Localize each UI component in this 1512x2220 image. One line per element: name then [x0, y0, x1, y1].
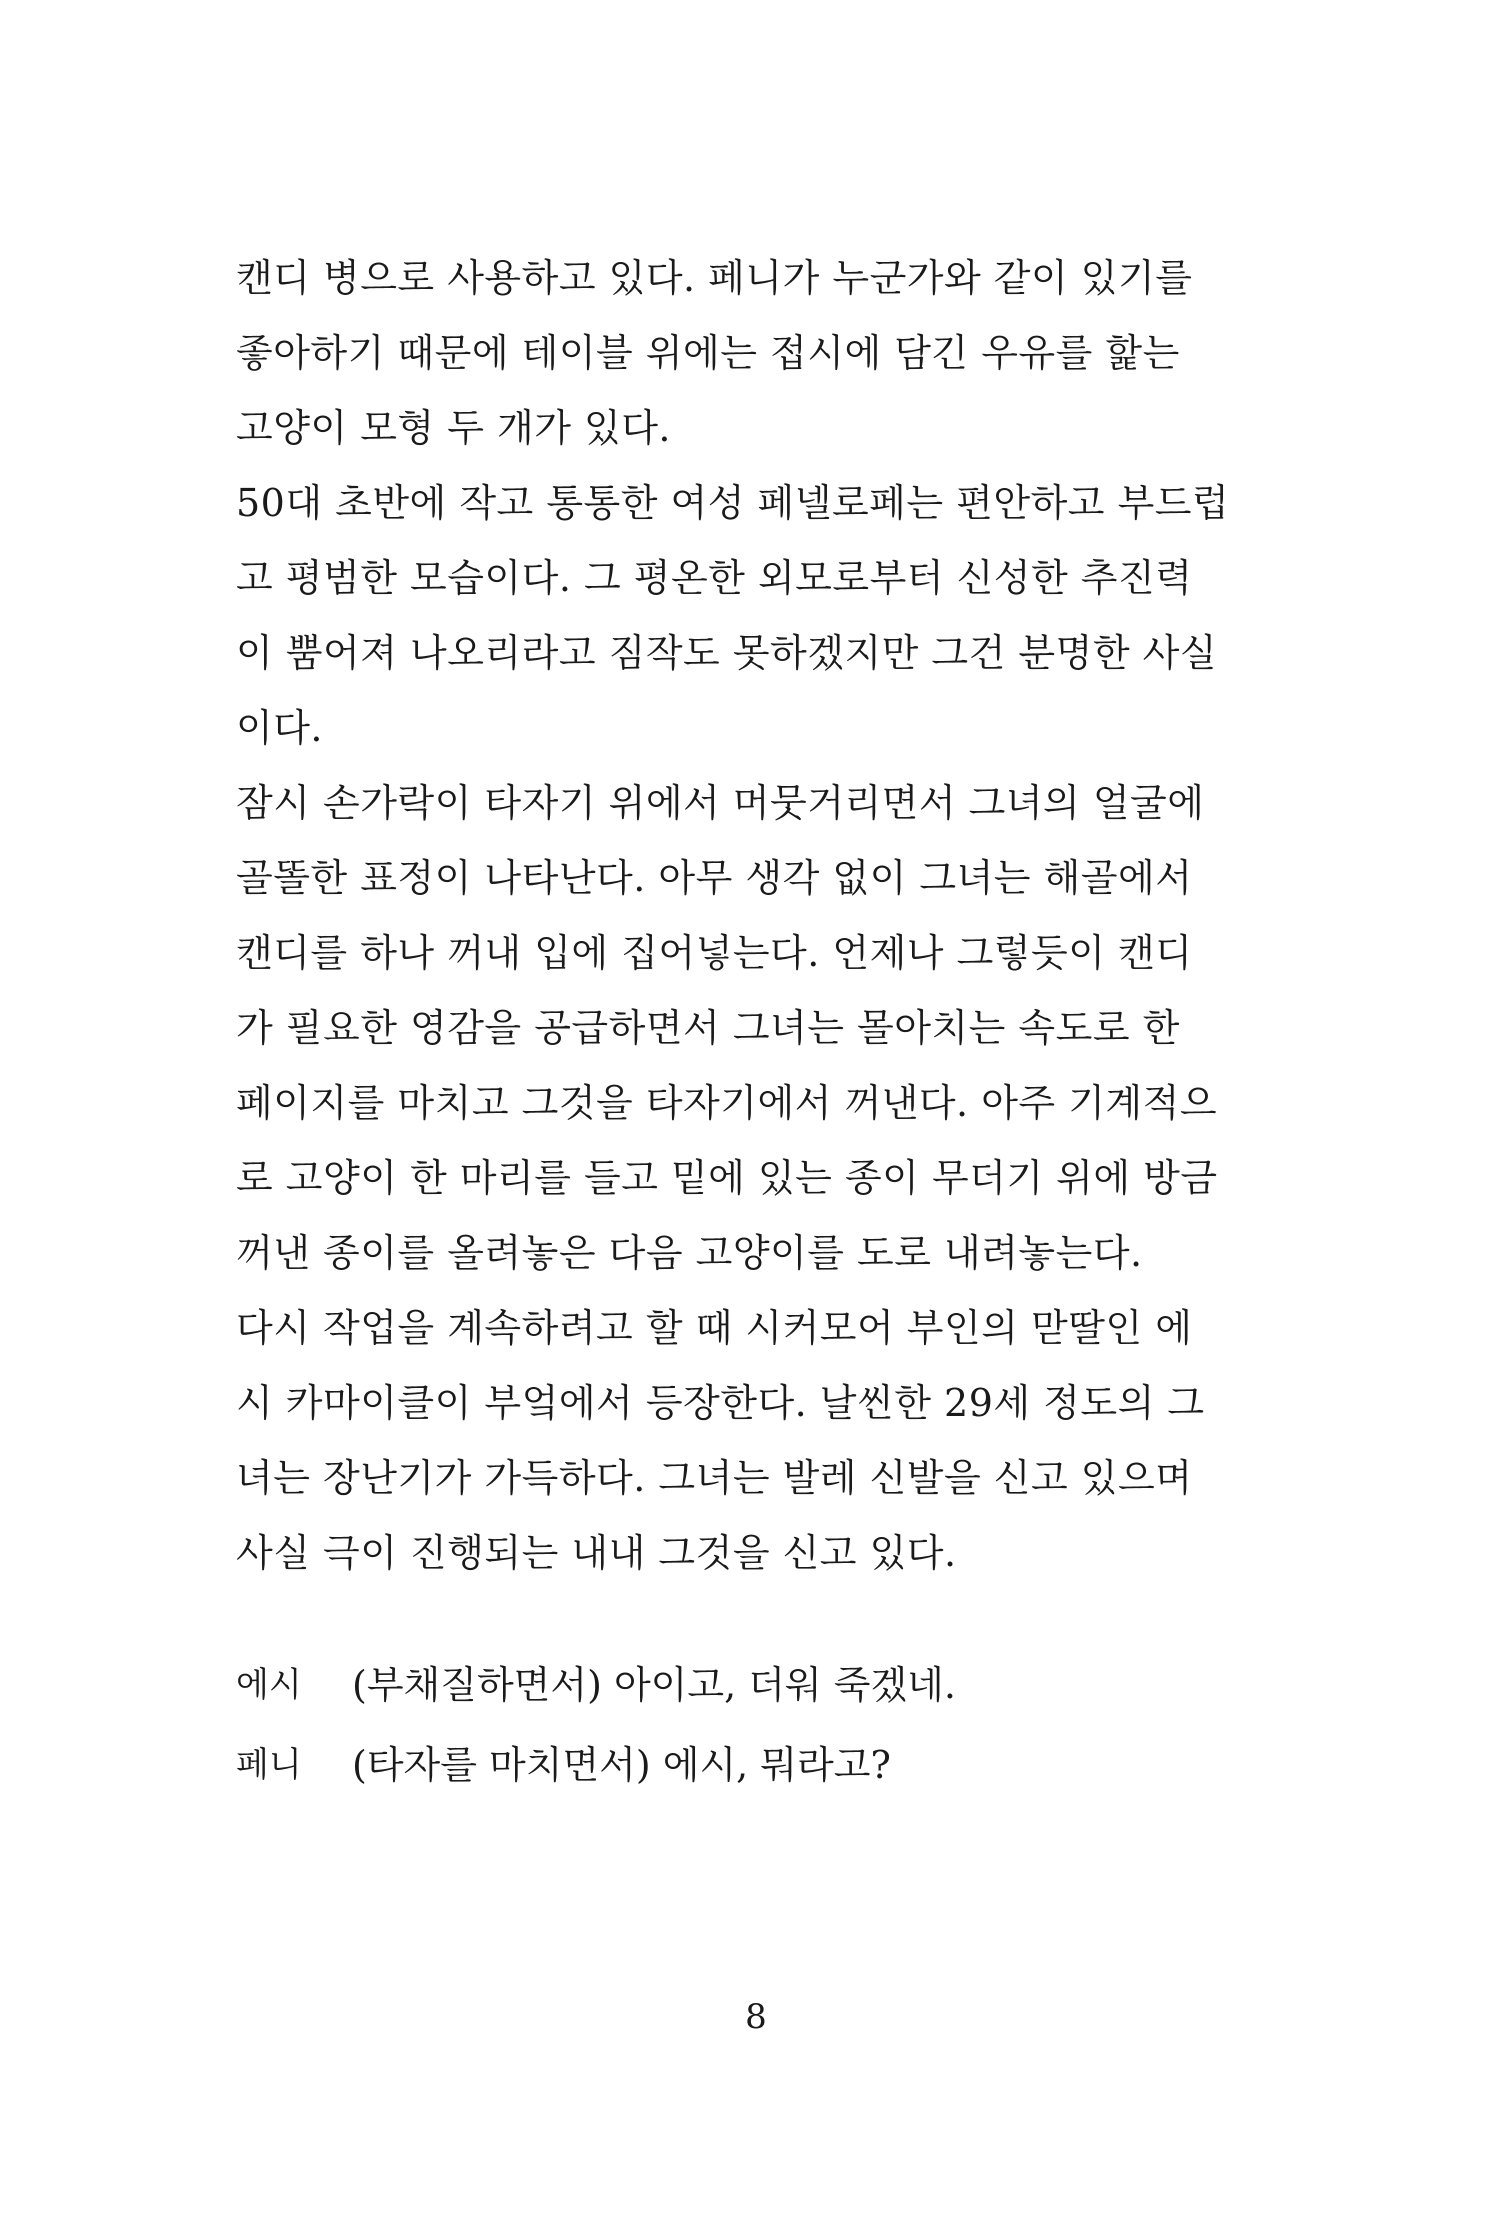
text-line: 50대 초반에 작고 통통한 여성 페넬로페는 편안하고 부드럽 — [236, 481, 1230, 525]
text-line: 꺼낸 종이를 올려놓은 다음 고양이를 도로 내려놓는다. — [236, 1231, 1143, 1275]
text-line: 골똘한 표정이 나타난다. 아무 생각 없이 그녀는 해골에서 — [236, 856, 1193, 900]
dialogue-text: (부채질하면서) 아이고, 더워 죽겠네. — [352, 1663, 956, 1707]
dialogue-text: (타자를 마치면서) 에시, 뭐라고? — [352, 1743, 891, 1787]
page-number: 8 — [745, 1997, 767, 2037]
text-line: 로 고양이 한 마리를 들고 밑에 있는 종이 무더기 위에 방금 — [236, 1156, 1218, 1200]
text-line: 페이지를 마치고 그것을 타자기에서 꺼낸다. 아주 기계적으 — [236, 1081, 1218, 1125]
speaker-name: 에시 — [236, 1665, 302, 1705]
text-line: 시 카마이클이 부엌에서 등장한다. 날씬한 29세 정도의 그 — [236, 1381, 1205, 1425]
text-line: 다시 작업을 계속하려고 할 때 시커모어 부인의 맏딸인 에 — [236, 1306, 1193, 1350]
text-line: 고양이 모형 두 개가 있다. — [236, 406, 671, 450]
text-line: 좋아하기 때문에 테이블 위에는 접시에 담긴 우유를 핥는 — [236, 331, 1180, 375]
text-line: 이다. — [236, 706, 323, 750]
text-line: 사실 극이 진행되는 내내 그것을 신고 있다. — [236, 1531, 957, 1575]
text-line: 캔디 병으로 사용하고 있다. 페니가 누군가와 같이 있기를 — [236, 256, 1193, 300]
speaker-name: 페니 — [236, 1745, 302, 1785]
text-line: 캔디를 하나 꺼내 입에 집어넣는다. 언제나 그렇듯이 캔디 — [236, 931, 1193, 975]
text-line: 고 평범한 모습이다. 그 평온한 외모로부터 신성한 추진력 — [236, 556, 1193, 600]
text-line: 잠시 손가락이 타자기 위에서 머뭇거리면서 그녀의 얼굴에 — [236, 781, 1205, 825]
text-line: 이 뿜어져 나오리라고 짐작도 못하겠지만 그건 분명한 사실 — [236, 631, 1218, 675]
text-line: 녀는 장난기가 가득하다. 그녀는 발레 신발을 신고 있으며 — [236, 1456, 1193, 1500]
text-line: 가 필요한 영감을 공급하면서 그녀는 몰아치는 속도로 한 — [236, 1006, 1180, 1050]
